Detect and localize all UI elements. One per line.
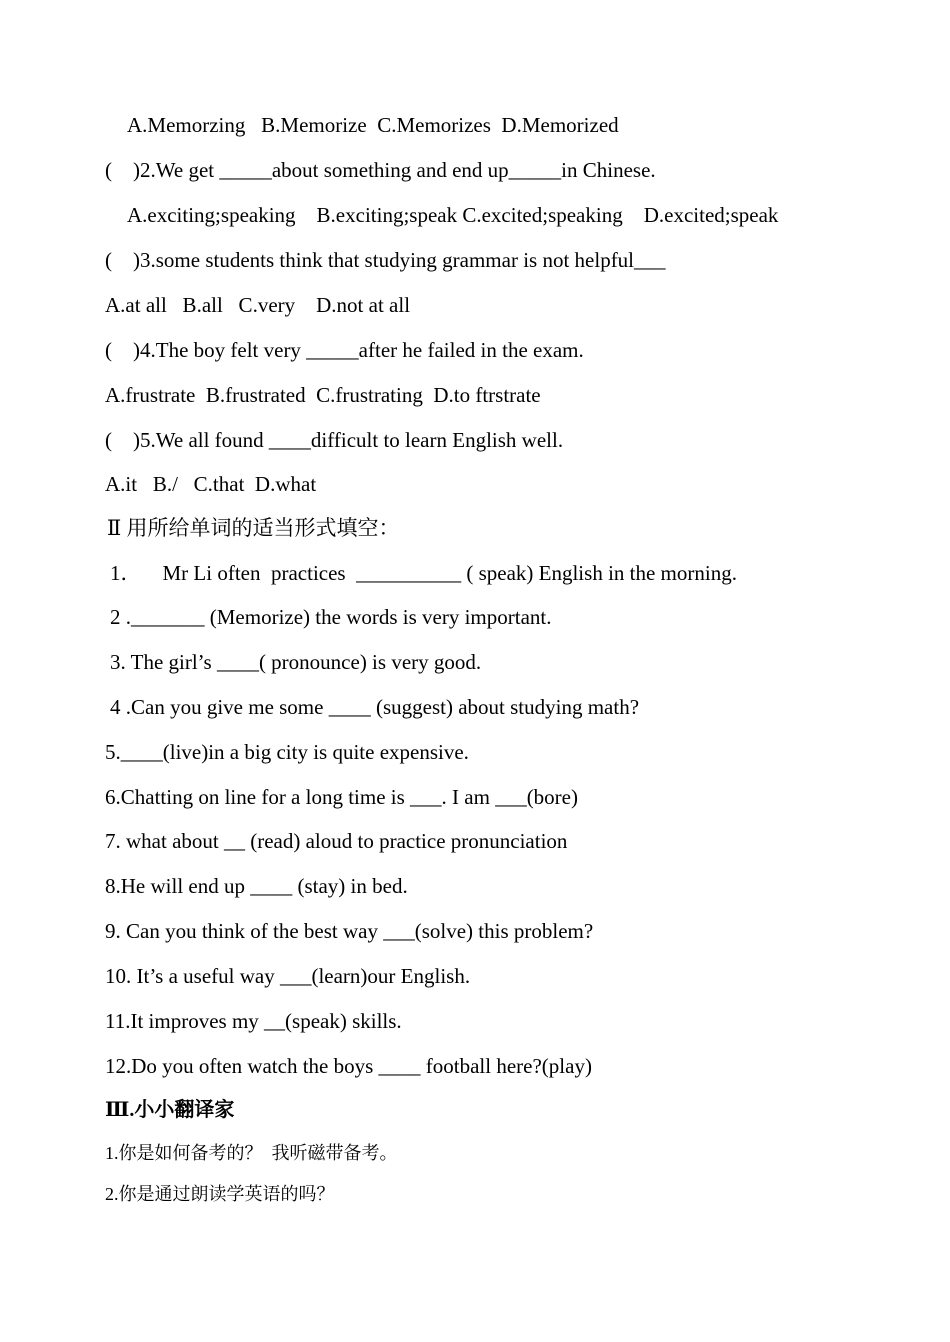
fill-item-10: 10. It’s a useful way ___(learn)our English. xyxy=(105,964,471,988)
q2-options: A.exciting;speaking B.exciting;speak C.excited;speaking D.excited;speak xyxy=(127,203,779,227)
fill-item-12: 12.Do you often watch the boys ____ football here?(play) xyxy=(105,1054,592,1078)
section-2-heading: Ⅱ 用所给单词的适当形式填空： xyxy=(107,516,400,540)
fill-item-2: 2 ._______ (Memorize) the words is very important. xyxy=(110,605,552,629)
q1-options: A.Memorzing B.Memorize C.Memorizes D.Memorized xyxy=(127,113,619,137)
section-3-heading: Ⅲ.小小翻译家 xyxy=(105,1099,235,1121)
fill-item-5: 5.____(live)in a big city is quite expensive. xyxy=(105,740,469,764)
q3-options: A.at all B.all C.very D.not at all xyxy=(105,293,411,317)
q4-options: A.frustrate B.frustrated C.frustrating D.to ftrstrate xyxy=(105,383,541,407)
fill-item-8: 8.He will end up ____ (stay) in bed. xyxy=(105,874,408,898)
fill-item-7: 7. what about __ (read) aloud to practice pronunciation xyxy=(105,829,568,853)
question-5: ( )5.We all found ____difficult to learn English well. xyxy=(105,428,564,452)
fill-item-6: 6.Chatting on line for a long time is ___. I am ___(bore) xyxy=(105,785,578,809)
question-4: ( )4.The boy felt very _____after he failed in the exam. xyxy=(105,338,584,362)
translate-item-1: 1.你是如何备考的？ 我听磁带备考。 xyxy=(105,1143,398,1163)
question-3: ( )3.some students think that studying grammar is not helpful___ xyxy=(105,248,666,272)
q5-options: A.it B./ C.that D.what xyxy=(105,472,317,496)
translate-item-2: 2.你是通过朗读学英语的吗？ xyxy=(105,1184,335,1204)
fill-item-4: 4 .Can you give me some ____ (suggest) about studying math? xyxy=(110,695,640,719)
fill-item-9: 9. Can you think of the best way ___(solve) this problem? xyxy=(105,919,594,943)
fill-item-3: 3. The girl’s ____( pronounce) is very good. xyxy=(110,650,482,674)
fill-item-11: 11.It improves my __(speak) skills. xyxy=(105,1009,402,1033)
question-2: ( )2.We get _____about something and end up_____in Chinese. xyxy=(105,158,656,182)
fill-item-1: 1． Mr Li often practices __________ ( speak) English in the morning. xyxy=(110,561,737,585)
